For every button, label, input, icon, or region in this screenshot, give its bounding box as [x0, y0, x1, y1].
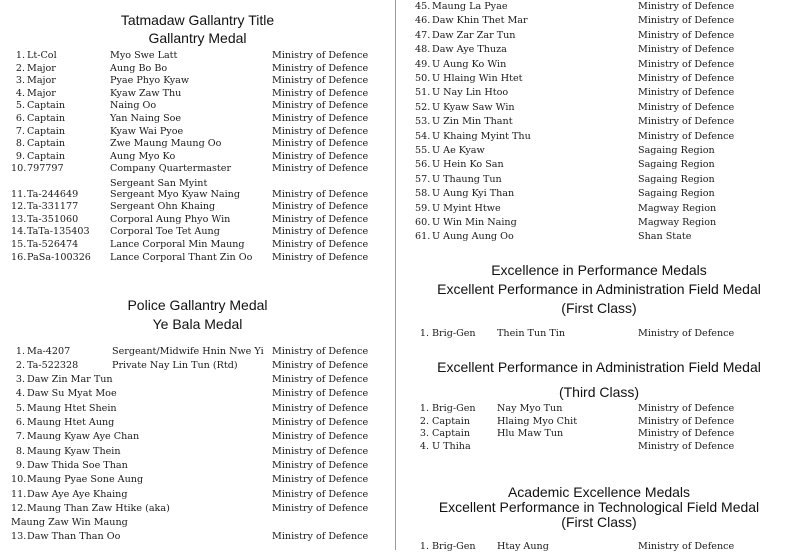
- list-row: [398, 159, 800, 172]
- cell-name: Aung Myo Ko: [110, 150, 176, 162]
- cell-ministry: Ministry of Defence: [272, 163, 369, 175]
- list-row: [398, 441, 800, 454]
- cell-ministry: Ministry of Defence: [272, 359, 369, 371]
- cell-ministry: Magway Region: [638, 202, 717, 214]
- cell-no: 8.: [15, 138, 25, 150]
- list-row: [0, 346, 395, 359]
- cell-no: 9.: [15, 150, 25, 162]
- cell-no: 14.: [11, 226, 27, 238]
- cell-no: 48.: [415, 44, 431, 56]
- cell-no: 58.: [415, 188, 431, 200]
- list-row: [0, 126, 395, 139]
- cell-name: U Thaung Tun: [432, 173, 502, 185]
- cell-no: 12.: [11, 502, 27, 514]
- cell-rank: Major: [27, 75, 56, 87]
- cell-name: U Myint Htwe: [432, 202, 501, 214]
- cell-ministry: Ministry of Defence: [638, 29, 735, 41]
- list-row: [0, 374, 395, 387]
- cell-rank: Daw Zin Mar Tun: [27, 374, 113, 386]
- cell-name: Daw Khin Thet Mar: [432, 15, 528, 27]
- cell-no: 6.: [15, 113, 25, 124]
- list-row: [0, 63, 395, 76]
- cell-name: Htay Aung: [497, 541, 549, 552]
- cell-rank: Ta-526474: [27, 239, 79, 250]
- cell-rank: Maung Than Zaw Htike (aka): [27, 502, 170, 514]
- list-row: [398, 541, 800, 554]
- cell-no: 51.: [415, 87, 431, 99]
- list-row: [398, 328, 800, 341]
- cell-name: U Zin Min Thant: [432, 116, 513, 128]
- list-row: [0, 252, 395, 265]
- list-row: [0, 75, 395, 88]
- cell-no: 16.: [11, 251, 27, 263]
- cell-name: Nay Myo Tun: [497, 403, 563, 414]
- cell-no: 52.: [415, 101, 431, 113]
- list-row: [398, 217, 800, 230]
- list-row: [0, 151, 395, 164]
- list-row: [0, 360, 395, 373]
- cell-name: U Aung Aung Oo: [432, 231, 514, 243]
- cell-no: 2.: [419, 415, 429, 427]
- cell-rank: Major: [27, 62, 56, 74]
- list-row: [398, 102, 800, 115]
- excellence-performance-title: Excellence in Performance Medals: [491, 262, 707, 278]
- cell-rank: Ma-4207: [27, 345, 71, 357]
- cell-rank: Major: [27, 87, 56, 99]
- cell-no: 2.: [15, 359, 25, 371]
- cell-name: Corporal Aung Phyo Win: [110, 213, 231, 225]
- ye-bala-title: Ye Bala Medal: [152, 316, 243, 332]
- gallantry-medal-title: Gallantry Medal: [148, 30, 247, 46]
- cell-name: U Khaing Myint Thu: [432, 130, 531, 142]
- cell-no: 9.: [15, 459, 25, 471]
- list-row: [0, 431, 395, 444]
- cell-no: 10.: [11, 474, 27, 486]
- cell-name: Yan Naing Soe: [110, 113, 182, 124]
- cell-ministry: Sagaing Region: [638, 159, 715, 171]
- list-row: [0, 50, 395, 63]
- cell-rank: Maung Htet Shein: [27, 402, 117, 414]
- cell-no: 61.: [415, 231, 431, 243]
- cell-no: 3.: [15, 75, 25, 87]
- cell-name: Lance Corporal Thant Zin Oo: [110, 251, 253, 263]
- cell-ministry: Ministry of Defence: [638, 541, 735, 552]
- cell-name: Hlaing Myo Chit: [497, 415, 578, 427]
- cell-rank: Ta-351060: [27, 213, 79, 225]
- cell-ministry: Ministry of Defence: [272, 388, 369, 400]
- cell-rank: TaTa-135403: [27, 226, 90, 238]
- list-row: [398, 131, 800, 144]
- list-row: [398, 87, 800, 100]
- list-row: [398, 30, 800, 43]
- list-row: [0, 474, 395, 487]
- cell-ministry: Ministry of Defence: [272, 431, 369, 443]
- cell-name: Zwe Maung Maung Oo: [110, 138, 222, 150]
- cell-name: Sergeant Ohn Khaing: [110, 201, 216, 213]
- cell-rank: Captain: [27, 150, 66, 162]
- cell-ministry: Ministry of Defence: [272, 50, 369, 61]
- cell-name: U Hein Ko San: [432, 159, 504, 171]
- cell-no: 1.: [419, 328, 429, 339]
- cell-ministry: Ministry of Defence: [272, 374, 369, 386]
- cell-ministry: Ministry of Defence: [272, 87, 369, 99]
- list-row: [0, 100, 395, 113]
- cell-no: 1.: [419, 403, 429, 414]
- cell-rank: Brig-Gen: [432, 328, 476, 339]
- tatmadaw-title: Tatmadaw Gallantry Title: [120, 12, 275, 28]
- cell-no: 53.: [415, 116, 431, 128]
- left-column: [0, 0, 396, 550]
- cell-no: 15.: [11, 239, 27, 250]
- admin-field-title: Excellent Performance in Administration Field Medal: [437, 281, 761, 297]
- cell-ministry: Ministry of Defence: [272, 62, 369, 74]
- list-row: [398, 174, 800, 187]
- list-row: [0, 403, 395, 416]
- cell-name: Hlu Maw Tun: [497, 428, 564, 440]
- list-row: [0, 239, 395, 252]
- cell-ministry: Ministry of Defence: [638, 87, 735, 99]
- list-row: [398, 59, 800, 72]
- cell-ministry: Ministry of Defence: [272, 201, 369, 213]
- cell-ministry: Ministry of Defence: [272, 213, 369, 225]
- cell-ministry: Ministry of Defence: [272, 502, 369, 514]
- cell-ministry: Magway Region: [638, 217, 717, 228]
- cell-no: 3.: [419, 428, 429, 440]
- cell-name: Naing Oo: [110, 100, 157, 112]
- cell-no: 7.: [15, 431, 25, 443]
- cell-ministry: Ministry of Defence: [272, 239, 369, 250]
- cell-rank: 797797: [27, 163, 64, 175]
- list-row: [0, 138, 395, 151]
- list-row: [398, 1, 800, 14]
- cell-rank: Captain: [27, 100, 66, 112]
- list-row: [0, 417, 395, 430]
- list-row: [398, 188, 800, 201]
- cell-name: Sergeant/Midwife Hnin Nwe Yi: [112, 345, 264, 357]
- cell-name: Thein Tun Tin: [497, 328, 566, 339]
- cell-ministry: Ministry of Defence: [638, 328, 735, 339]
- cell-no: 1.: [419, 541, 429, 552]
- list-row: [398, 231, 800, 244]
- cell-name: Aung Bo Bo: [110, 62, 168, 74]
- first-class-title: (First Class): [561, 300, 637, 316]
- cell-no: 10.: [11, 163, 27, 175]
- cell-no: 56.: [415, 159, 431, 171]
- cell-rank: Brig-Gen: [432, 403, 476, 414]
- cell-no: 1.: [15, 50, 25, 61]
- list-row: [0, 163, 395, 176]
- list-row: [398, 203, 800, 216]
- cell-ministry: Ministry of Defence: [638, 403, 735, 414]
- cell-no: 13.: [11, 531, 27, 543]
- cell-name: Daw Zar Zar Tun: [432, 29, 516, 41]
- list-row: [398, 416, 800, 429]
- cell-no: 7.: [15, 125, 25, 137]
- cell-no: 60.: [415, 217, 431, 228]
- cell-name: Corporal Toe Tet Aung: [110, 226, 220, 238]
- cell-name: Kyaw Wai Pyoe: [110, 125, 184, 137]
- cell-rank: U Thiha: [432, 440, 471, 452]
- academic-excellence-title: Academic Excellence Medals: [507, 484, 691, 500]
- list-row: [398, 116, 800, 129]
- cell-no: 5.: [15, 100, 25, 112]
- cell-no: 3.: [15, 374, 25, 386]
- cell-rank: Daw Aye Aye Khaing: [27, 488, 128, 500]
- cell-no: 55.: [415, 145, 431, 156]
- cell-name: Company Quartermaster: [110, 163, 232, 175]
- cell-rank: Captain: [27, 125, 66, 137]
- cell-ministry: Ministry of Defence: [638, 15, 735, 27]
- cell-ministry: Ministry of Defence: [272, 125, 369, 137]
- technological-field-title: Excellent Performance in Technological Field Medal: [438, 499, 760, 515]
- cell-no: 49.: [415, 58, 431, 70]
- cell-ministry: Ministry of Defence: [272, 459, 369, 471]
- cell-name: Daw Aye Thuza: [432, 44, 507, 56]
- cell-ministry: Ministry of Defence: [272, 226, 369, 238]
- cell-no: 45.: [415, 1, 431, 12]
- cell-no: 13.: [11, 213, 27, 225]
- cell-ministry: Ministry of Defence: [638, 101, 735, 113]
- cell-no: 4.: [419, 440, 429, 452]
- cell-no: 1.: [15, 345, 25, 357]
- cell-no: 4.: [15, 87, 25, 99]
- list-row: [0, 189, 395, 202]
- list-row: [398, 428, 800, 441]
- cell-name: U Ae Kyaw: [432, 145, 485, 156]
- police-row12-continuation: Maung Zaw Win Maung: [11, 517, 128, 529]
- cell-rank: Daw Than Than Oo: [27, 531, 121, 543]
- list-row: [0, 503, 395, 516]
- cell-ministry: Ministry of Defence: [272, 445, 369, 457]
- cell-name: Private Nay Lin Tun (Rtd): [112, 359, 238, 371]
- cell-ministry: Ministry of Defence: [272, 100, 369, 112]
- cell-rank: Captain: [27, 138, 66, 150]
- cell-ministry: Ministry of Defence: [638, 44, 735, 56]
- cell-no: 5.: [15, 402, 25, 414]
- cell-ministry: Ministry of Defence: [272, 488, 369, 500]
- cell-ministry: Shan State: [638, 231, 692, 243]
- list-row: [0, 226, 395, 239]
- list-row: [0, 388, 395, 401]
- cell-name: U Kyaw Saw Win: [432, 101, 515, 113]
- cell-ministry: Sagaing Region: [638, 173, 715, 185]
- cell-rank: Maung Pyae Sone Aung: [27, 474, 144, 486]
- cell-no: 6.: [15, 417, 25, 428]
- cell-name: U Win Min Naing: [432, 217, 517, 228]
- list-row: [0, 88, 395, 101]
- cell-no: 12.: [11, 201, 27, 213]
- cell-rank: Daw Thida Soe Than: [27, 459, 128, 471]
- cell-ministry: Ministry of Defence: [638, 415, 735, 427]
- cell-no: 57.: [415, 173, 431, 185]
- cell-name: Lance Corporal Min Maung: [110, 239, 245, 250]
- police-title: Police Gallantry Medal: [127, 297, 268, 313]
- cell-rank: Maung Kyaw Thein: [27, 445, 121, 457]
- cell-no: 59.: [415, 202, 431, 214]
- cell-no: 47.: [415, 29, 431, 41]
- cell-name: Kyaw Zaw Thu: [110, 87, 182, 99]
- cell-ministry: Ministry of Defence: [638, 58, 735, 70]
- cell-ministry: Ministry of Defence: [272, 417, 369, 428]
- list-row: [398, 15, 800, 28]
- cell-name: Pyae Phyo Kyaw: [110, 75, 190, 87]
- cell-ministry: Ministry of Defence: [638, 130, 735, 142]
- cell-no: 2.: [15, 62, 25, 74]
- cell-no: 50.: [415, 73, 431, 84]
- cell-no: 11.: [11, 188, 27, 200]
- cell-rank: Captain: [432, 415, 471, 427]
- cell-ministry: Ministry of Defence: [272, 531, 369, 543]
- cell-rank: Ta-331177: [27, 201, 79, 213]
- cell-rank: Brig-Gen: [432, 541, 476, 552]
- list-row: [398, 145, 800, 158]
- cell-rank: PaSa-100326: [27, 251, 91, 263]
- list-row: [398, 73, 800, 86]
- cell-ministry: Ministry of Defence: [272, 188, 369, 200]
- cell-rank: Lt-Col: [27, 50, 57, 61]
- cell-ministry: Ministry of Defence: [638, 428, 735, 440]
- cell-ministry: Ministry of Defence: [272, 138, 369, 150]
- list-row: [0, 531, 395, 544]
- cell-name: Sergeant Myo Kyaw Naing: [110, 188, 240, 200]
- academic-first-class-title: (First Class): [561, 514, 637, 530]
- cell-ministry: Ministry of Defence: [638, 73, 735, 84]
- list-row: [0, 201, 395, 214]
- cell-no: 4.: [15, 388, 25, 400]
- list-row: [0, 446, 395, 459]
- cell-rank: Ta-244649: [27, 188, 79, 200]
- list-row: [398, 403, 800, 416]
- cell-name: Myo Swe Latt: [110, 50, 178, 61]
- cell-name: U Hlaing Win Htet: [432, 73, 523, 84]
- cell-ministry: Ministry of Defence: [638, 116, 735, 128]
- cell-rank: Daw Su Myat Moe: [27, 388, 117, 400]
- cell-name: U Nay Lin Htoo: [432, 87, 509, 99]
- cell-name: U Aung Kyi Than: [432, 188, 515, 200]
- cell-rank: Captain: [27, 113, 66, 124]
- cell-no: 8.: [15, 445, 25, 457]
- cell-ministry: Ministry of Defence: [272, 251, 369, 263]
- cell-ministry: Ministry of Defence: [272, 474, 369, 486]
- third-class-title: (Third Class): [558, 384, 640, 400]
- list-row: [0, 460, 395, 473]
- cell-ministry: Ministry of Defence: [272, 150, 369, 162]
- cell-ministry: Sagaing Region: [638, 145, 715, 156]
- list-row: [398, 44, 800, 57]
- list-row: [0, 214, 395, 227]
- right-column: [398, 0, 800, 550]
- cell-no: 11.: [11, 488, 27, 500]
- cell-rank: Captain: [432, 428, 471, 440]
- cell-ministry: Ministry of Defence: [272, 345, 369, 357]
- cell-no: 46.: [415, 15, 431, 27]
- cell-ministry: Sagaing Region: [638, 188, 715, 200]
- admin-field-third-title: Excellent Performance in Administration Field Medal: [437, 359, 761, 375]
- cell-rank: Ta-522328: [27, 359, 79, 371]
- cell-ministry: Ministry of Defence: [272, 113, 369, 124]
- cell-ministry: Ministry of Defence: [638, 1, 735, 12]
- tatmadaw-row10-continuation: Sergeant San Myint: [110, 177, 208, 189]
- cell-rank: Maung Htet Aung: [27, 417, 115, 428]
- cell-ministry: Ministry of Defence: [272, 75, 369, 87]
- cell-rank: Maung Kyaw Aye Chan: [27, 431, 140, 443]
- list-row: [0, 113, 395, 126]
- cell-ministry: Ministry of Defence: [272, 402, 369, 414]
- cell-ministry: Ministry of Defence: [638, 440, 735, 452]
- cell-name: Maung La Pyae: [432, 1, 508, 12]
- list-row: [0, 489, 395, 502]
- cell-no: 54.: [415, 130, 431, 142]
- cell-name: U Aung Ko Win: [432, 58, 507, 70]
